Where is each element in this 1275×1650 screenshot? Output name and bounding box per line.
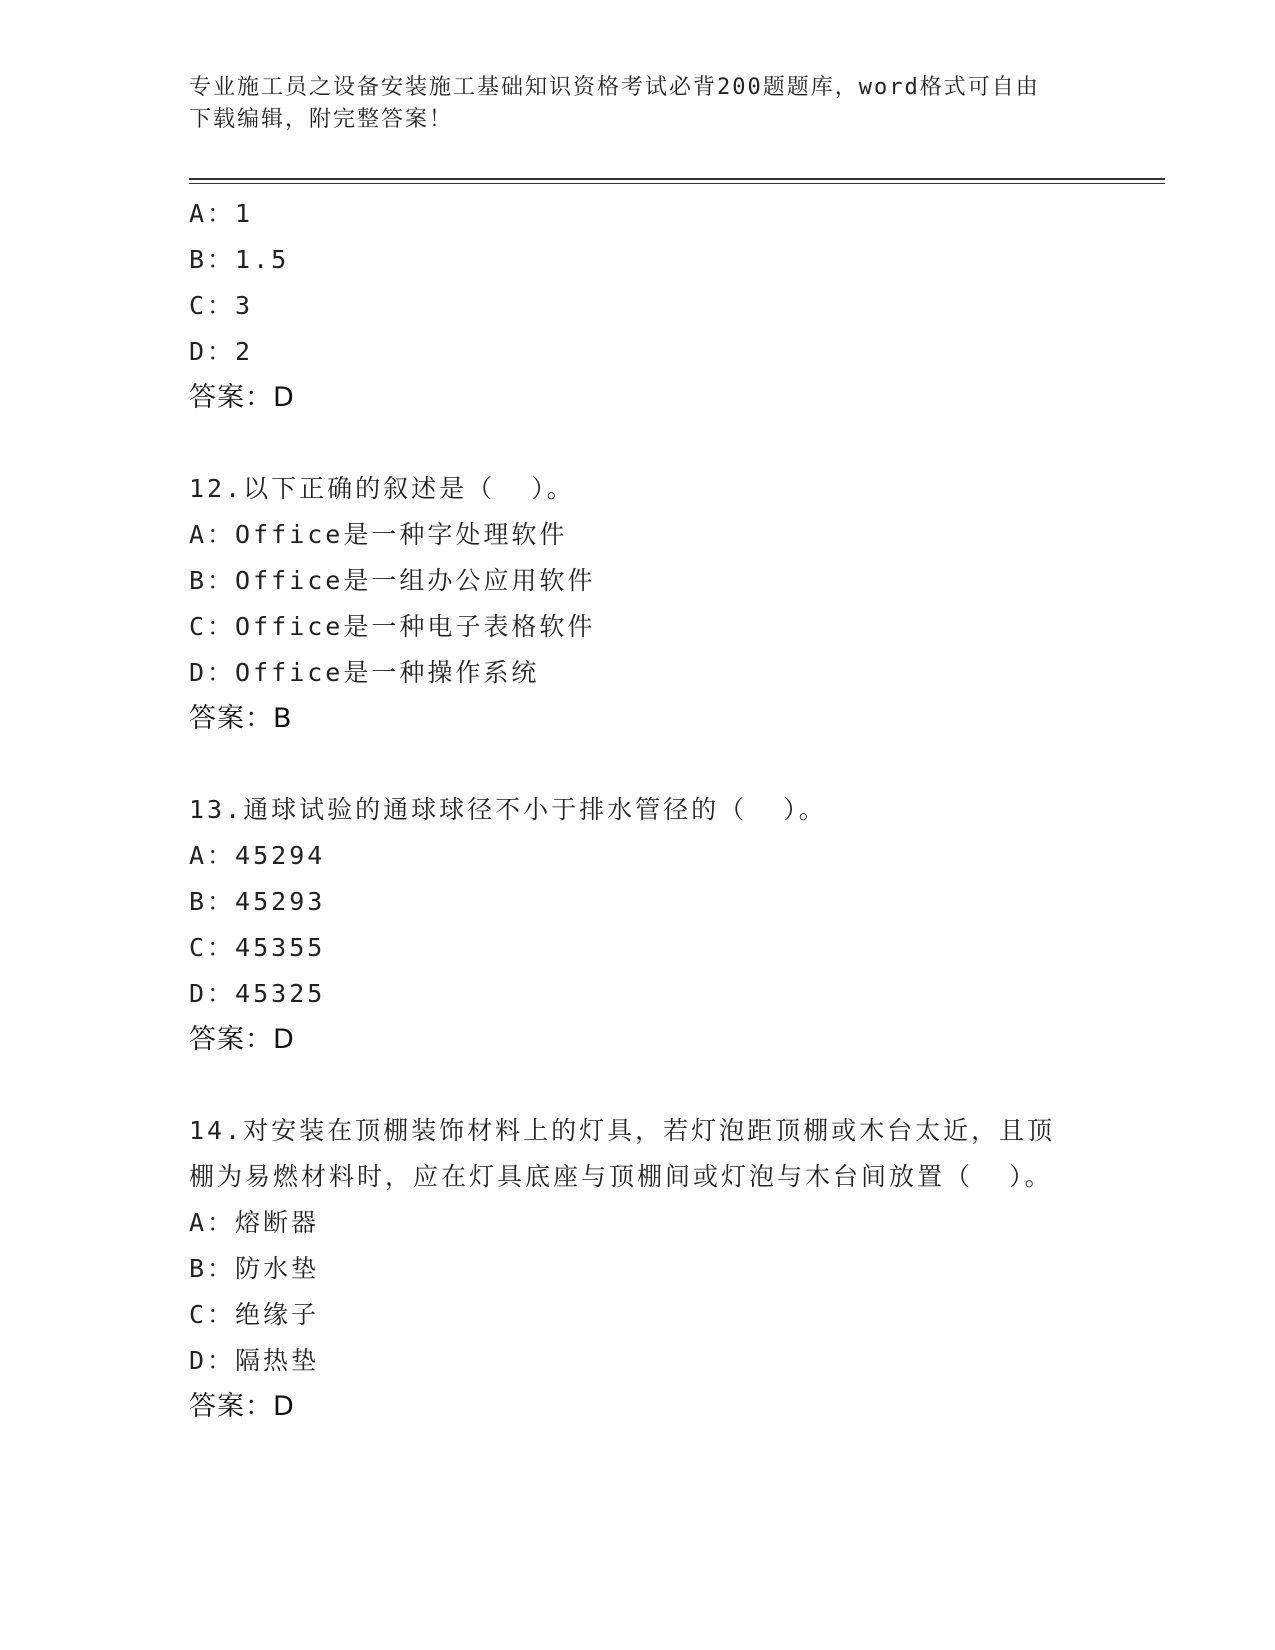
q14-option-c: C：绝缘子 xyxy=(189,1300,320,1329)
question-11 xyxy=(189,191,1089,421)
question-spacer xyxy=(189,1063,1089,1108)
q11-option-a: A：1 xyxy=(189,199,254,228)
question-12 xyxy=(189,466,1089,742)
q13-stem: 13.通球试验的通球球径不小于排水管径的（ ）。 xyxy=(189,795,827,824)
q12-option-c: C：Office是一种电子表格软件 xyxy=(189,612,596,641)
q13-option-d: D：45325 xyxy=(189,979,326,1008)
q13-option-c: C：45355 xyxy=(189,933,326,962)
q11-option-c: C：3 xyxy=(189,291,254,320)
q12-answer: 答案：B xyxy=(189,703,293,734)
header-divider-thin xyxy=(189,183,1165,184)
q12-option-b: B：Office是一组办公应用软件 xyxy=(189,566,596,595)
q13-answer: 答案：D xyxy=(189,1024,295,1055)
question-list xyxy=(189,191,1089,1430)
header-title-line-2: 下载编辑，附完整答案！ xyxy=(189,107,454,132)
document-header xyxy=(189,72,1089,136)
q13-option-a: A：45294 xyxy=(189,841,326,870)
question-spacer xyxy=(189,421,1089,466)
question-14 xyxy=(189,1108,1089,1430)
q11-option-d: D：2 xyxy=(189,337,254,366)
q14-stem-line-2: 棚为易燃材料时，应在灯具底座与顶棚间或灯泡与木台间放置（ ）。 xyxy=(189,1162,1053,1191)
q11-answer: 答案：D xyxy=(189,382,295,413)
q13-option-b: B：45293 xyxy=(189,887,326,916)
q14-option-b: B：防水垫 xyxy=(189,1254,320,1283)
question-13 xyxy=(189,787,1089,1063)
question-spacer xyxy=(189,742,1089,787)
q12-option-d: D：Office是一种操作系统 xyxy=(189,658,540,687)
q14-option-d: D：隔热垫 xyxy=(189,1346,320,1375)
q14-option-a: A：熔断器 xyxy=(189,1208,320,1237)
q11-option-b: B：1.5 xyxy=(189,245,290,274)
q12-option-a: A：Office是一种字处理软件 xyxy=(189,520,568,549)
header-divider-thick xyxy=(189,178,1165,180)
q14-stem-line-1: 14.对安装在顶棚装饰材料上的灯具，若灯泡距顶棚或木台太近，且顶 xyxy=(189,1116,1056,1145)
q12-stem: 12.以下正确的叙述是（ ）。 xyxy=(189,474,575,503)
q14-answer: 答案：D xyxy=(189,1391,295,1422)
header-title-line-1: 专业施工员之设备安装施工基础知识资格考试必背200题题库，word格式可自由 xyxy=(189,75,1040,100)
